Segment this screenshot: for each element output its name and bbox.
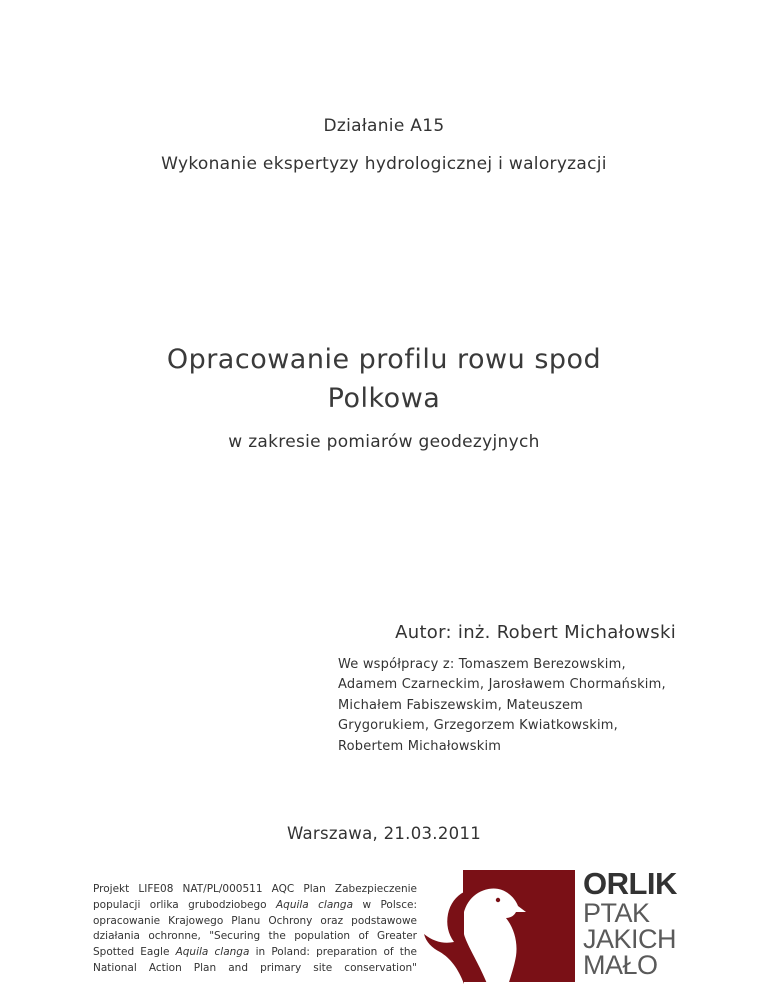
logo-word-ptak: PTAK	[583, 898, 650, 928]
project-text-3: in Poland: preparation of the National Action Plan and primary site conservation"	[93, 946, 417, 974]
eagle-silhouette-icon	[418, 868, 578, 984]
action-label: Działanie A15	[323, 116, 445, 136]
document-title: Opracowanie profilu rowu spod Polkowa	[166, 344, 602, 414]
project-text-2: w Polsce: opracowanie Krajowego Planu Ochrony oraz podstawowe działania ochronne, "Securing the population of Greater Spotted Eagle	[93, 898, 417, 959]
orlik-logo	[418, 866, 677, 984]
species-name-italic-2: Aquila clanga	[175, 946, 250, 959]
project-text-1: Projekt LIFE08 NAT/PL/000511 AQC Plan Zabezpieczenie populacji orlika grubodziobego	[93, 883, 417, 911]
document-subtitle: w zakresie pomiarów geodezyjnych	[228, 432, 540, 452]
logo-word-malo: MAŁO	[583, 950, 658, 980]
date-place: Warszawa, 21.03.2011	[286, 824, 482, 843]
action-subtitle: Wykonanie ekspertyzy hydrologicznej i waloryzacji	[161, 154, 607, 174]
logo-word-jakich: JAKICH	[583, 924, 677, 954]
author-line: Autor: inż. Robert Michałowski	[395, 622, 676, 643]
project-description	[93, 882, 417, 977]
cooperation-text: We współpracy z: Tomaszem Berezowskim, Adamem Czarneckim, Jarosławem Chormańskim, Michałem Fabiszewskim, Mateuszem Grygorukiem, Grzegorzem Kwiatkowskim, Robertem Michałowskim	[338, 657, 666, 754]
species-name-italic: Aquila clanga	[275, 898, 354, 911]
logo-word-orlik: ORLIK	[583, 866, 677, 901]
